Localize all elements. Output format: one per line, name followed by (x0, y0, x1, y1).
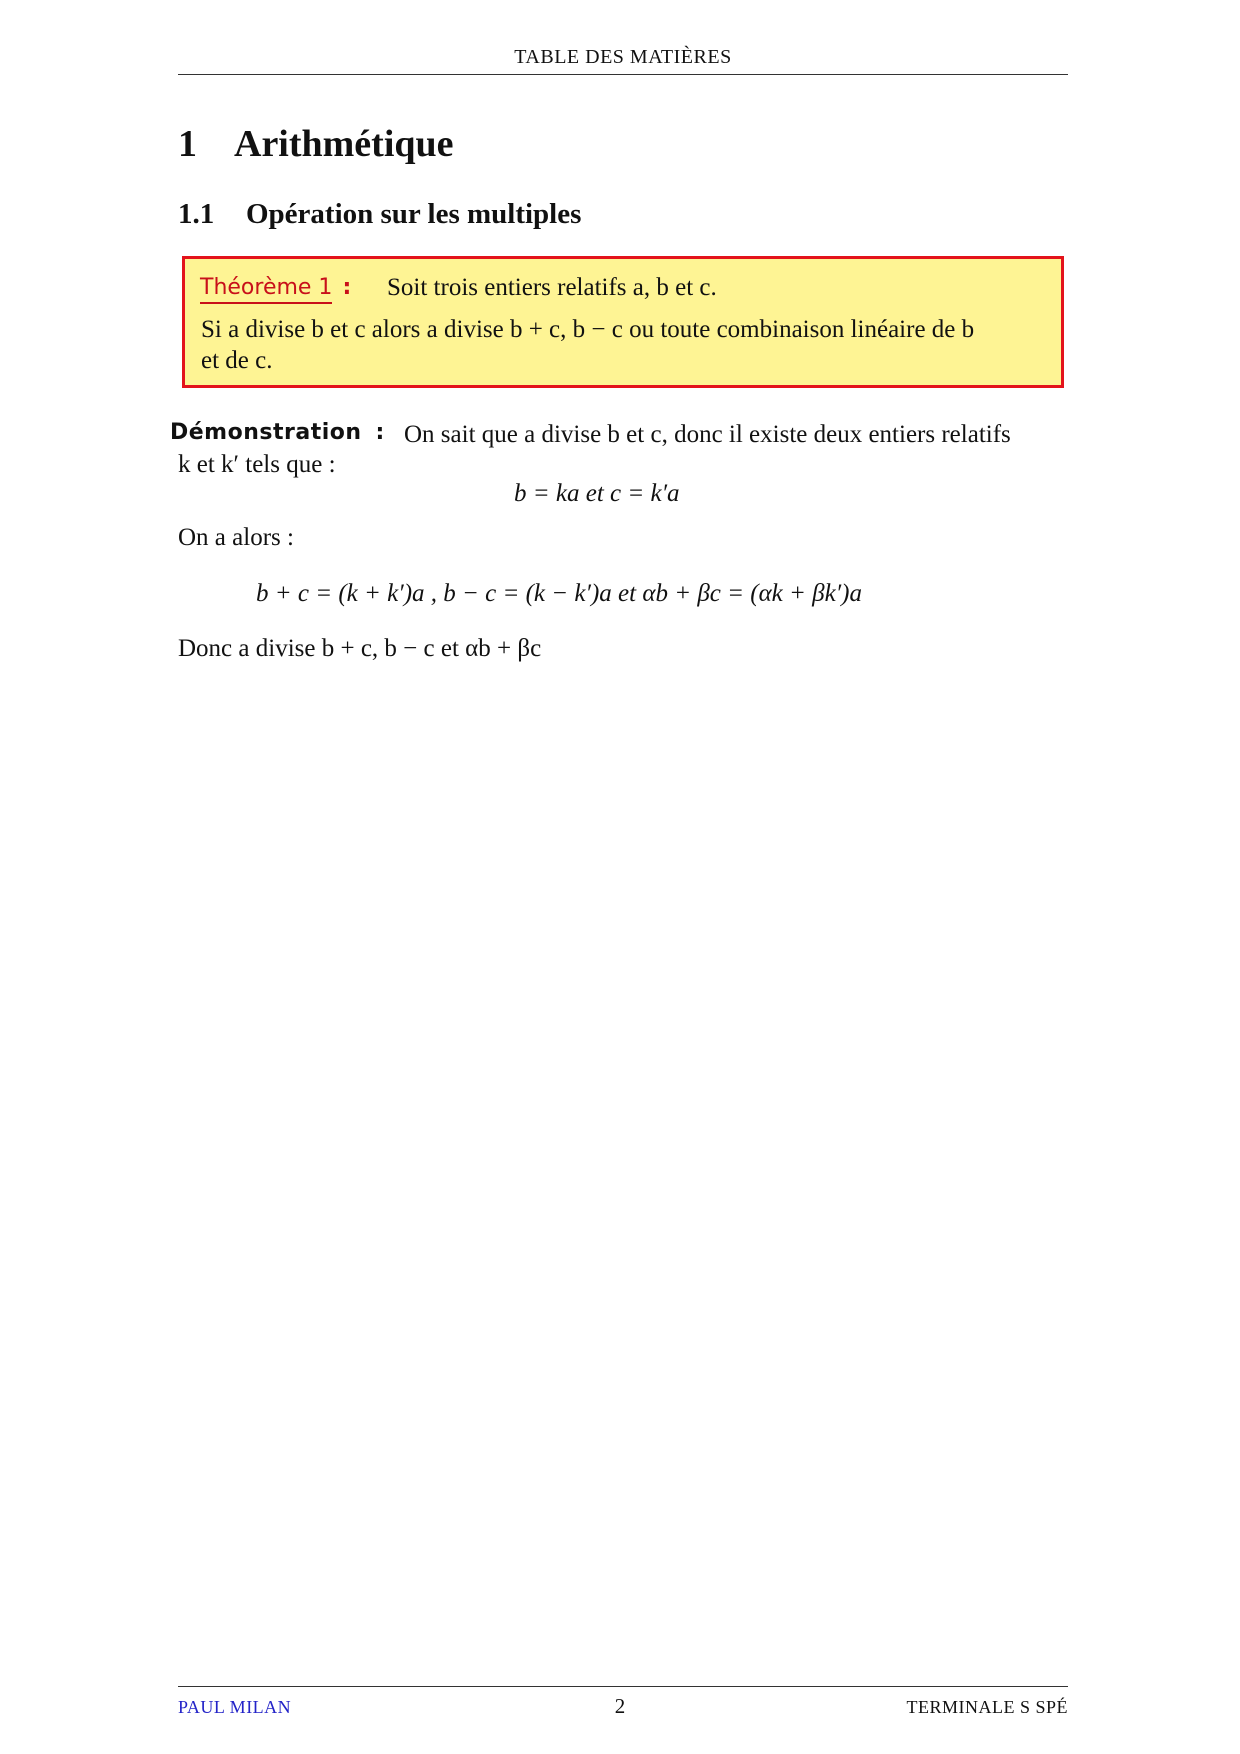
section-heading (178, 122, 454, 166)
footer-rule (178, 1686, 1068, 1687)
footer-author-link[interactable]: PAUL MILAN (178, 1697, 292, 1717)
demonstration-text-line-1: On sait que a divise b et c, donc il existe deux entiers relatifs (404, 421, 1011, 448)
demonstration-text-line-2: k et k′ tels que : (178, 451, 336, 478)
theorem-statement-line-2: Si a divise b et c alors a divise b + c, b − c ou toute combinaison linéaire de b (201, 316, 975, 343)
conclusion-text: Donc a divise b + c, b − c et αb + βc (178, 635, 542, 662)
header-rule (178, 74, 1068, 75)
transition-text: On a alors : (178, 524, 294, 551)
theorem-label (200, 275, 351, 300)
demonstration-label-text: Démonstration (170, 420, 362, 445)
demonstration-label-colon: : (375, 420, 385, 445)
subsection-heading (178, 198, 581, 231)
theorem-statement-line-1: Soit trois entiers relatifs a, b et c. (387, 274, 717, 301)
theorem-statement-line-3: et de c. (201, 347, 273, 374)
theorem-label-text: Théorème 1 (200, 275, 332, 304)
page-number: 2 (614, 1694, 626, 1718)
demonstration-label (170, 420, 385, 445)
theorem-label-colon: : (342, 275, 352, 300)
equation-definitions: b = ka et c = k′a (514, 480, 680, 507)
running-header: TABLE DES MATIÈRES (514, 46, 732, 68)
footer-course: TERMINALE S SPÉ (906, 1697, 1068, 1717)
section-title: Arithmétique (234, 123, 454, 165)
section-number: 1 (178, 123, 197, 165)
subsection-title: Opération sur les multiples (246, 198, 582, 230)
equation-combinations: b + c = (k + k′)a , b − c = (k − k′)a et αb + βc = (αk + βk′)a (256, 580, 862, 607)
subsection-number: 1.1 (178, 198, 215, 230)
